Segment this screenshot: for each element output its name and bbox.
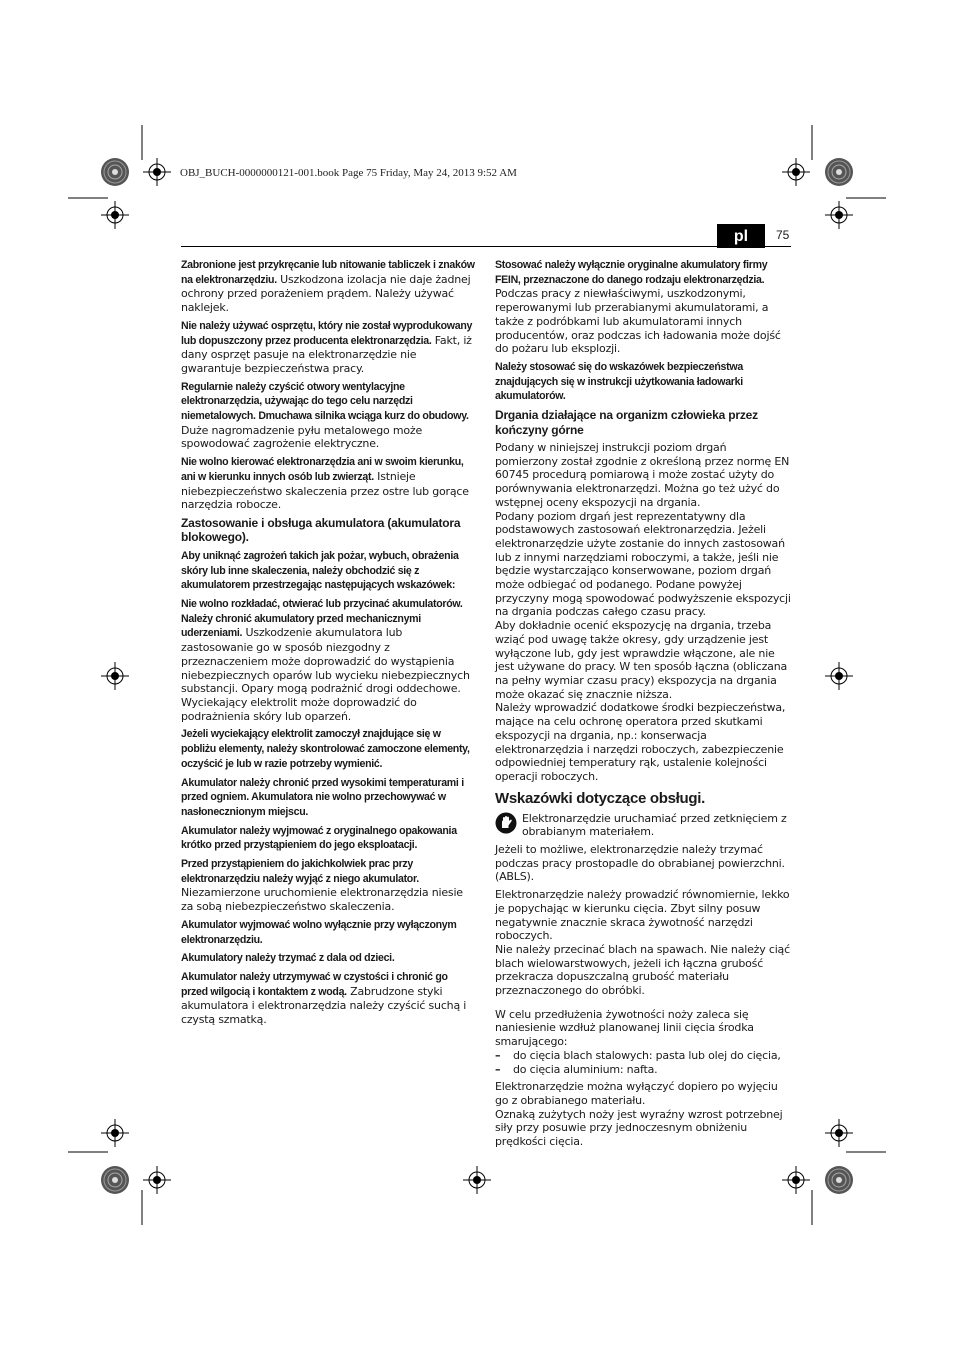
- paragraph: Oznaką zużytych noży jest wyraźny wzrost potrzebnej siły przy posuwie przy jednoczesnym obniżeniu prędkości cięcia.: [495, 1107, 783, 1149]
- body-text: Duże nagromadzenie pyłu metalowego może spowodować zagrożenie elektryczne.: [181, 423, 423, 451]
- paragraph: Podany w niniejszej instrukcji poziom drgań pomierzony został zgodnie z określoną przez normę EN 60745 procedurą pomiarową i może zostać użyty do porównywania elektronarzędzi. Można go też użyć do wstępnej oceny ekspozycji na drgania.: [495, 441, 790, 509]
- bold-text: Regularnie należy czyścić otwory wentylacyjne elektronarzędzia, używając do tego celu narzędzi niemetalowych. Dmuchawa silnika wciąga kurz do obudowy.: [181, 380, 469, 423]
- paragraph: Aby dokładnie ocenić ekspozycję na drgania, trzeba wziąć pod uwagę także okresy, gdy urządzenie jest wyłączone lub, gdy jest wprawdzie włączone, ale nie jest używane do pracy. W ten sposób łączna (obliczana na pełny wymiar czasu pracy) ekspozycja na drgania może okazać się znacznie niższa.: [495, 619, 788, 701]
- paragraph: [181, 455, 477, 512]
- paragraph: Elektronarzędzie można wyłączyć dopiero po wyjęciu go z obrabianego materiału.: [495, 1080, 778, 1107]
- list-item-text: do cięcia aluminium: nafta.: [513, 1062, 658, 1076]
- paragraph: Nie należy przecinać blach na spawach. Nie należy ciąć blach wielowarstwowych, jeżeli ich łączna grubość przekracza dopuszczalną grubość materiału przeznaczonego do obróbki.: [495, 942, 790, 998]
- registration-mark-icon: [143, 1166, 171, 1194]
- registration-mark-icon: [101, 662, 129, 690]
- registration-mark-icon: [782, 158, 810, 186]
- bold-text: Akumulator należy wyjmować z oryginalnego opakowania krótko przed przystąpieniem do jego eksploatacji.: [181, 824, 457, 852]
- registration-mark-icon: [825, 201, 853, 229]
- icon-note: [495, 812, 791, 839]
- body-text: Zabrudzone styki akumulatora i elektronarzędzia należy czyścić suchą i czystą szmatką.: [181, 984, 467, 1027]
- bold-text: Akumulator należy utrzymywać w czystości i chronić go przed wilgocią i kontaktem z wodą.: [181, 970, 448, 998]
- paragraph: [181, 951, 477, 966]
- bold-text: Nie wolno rozkładać, otwierać lub przycinać akumulatorów. Należy chronić akumulatory przed mechanicznymi uderzeniami.: [181, 598, 463, 640]
- section-heading-vibration: Drgania działające na organizm człowieka przez kończyny górne: [495, 408, 758, 437]
- paragraph: Należy wprowadzić dodatkowe środki bezpieczeństwa, mające na celu ochronę operatora przed skutkami ekspozycji na drgania, np.: konserwacja elektronarzędzia i narzędzi roboczych, zabezpieczenie odpowiedniej temperatury rąk, ustalenie kolejności operacji roboczych.: [495, 701, 786, 783]
- right-column: [495, 258, 791, 1153]
- registration-mark-icon: [825, 1119, 853, 1147]
- dash-bullet: –: [495, 1048, 501, 1062]
- paragraph: W celu przedłużenia żywotności noży zaleca się naniesienie wzdłuż planowanej linii cięcia środka smarującego:: [495, 1007, 754, 1049]
- left-column: [181, 258, 477, 1031]
- body-text: Podczas pracy z niewłaściwymi, uszkodzonymi, reperowanymi lub przerabianymi akumulatorami, a także z podróbkami lub akumulatorami innych producentów, oraz podczas ich ładowania może dojść do pożaru lub eksplozji.: [495, 287, 781, 356]
- book-slug: OBJ_BUCH-0000000121-001.book Page 75 Friday, May 24, 2013 9:52 AM: [180, 167, 517, 179]
- list-item-text: do cięcia blach stalowych: pasta lub olej do cięcia,: [513, 1048, 781, 1062]
- body-text: Fakt, iż dany osprzęt pasuje na elektronarzędzie nie gwarantuje bezpieczeństwa pracy.: [181, 333, 472, 375]
- registration-mark-icon: [825, 662, 853, 690]
- paragraph: [181, 597, 477, 723]
- paragraph: Podany poziom drgań jest reprezentatywny dla podstawowych zastosowań elektronarzędzia. Jeżeli elektronarzędzie użyte zostanie do innych zastosowań lub z innymi narzędziami roboczymi, a także, jeśli nie będzie wystarczająco konserwowane, poziom drgań może odbiegać od podanego. Podane powyżej przyczyny mogą spowodować podwyższenie ekspozycji na drgania podczas całego czasu pracy.: [495, 509, 791, 619]
- color-target-icon: [101, 158, 129, 186]
- paragraph: Elektronarzędzie należy prowadzić równomiernie, lekko je popychając w kierunku cięcia. Zbyt silny posuw negatywnie znacznie skraca żywotność narzędzi roboczych.: [495, 888, 790, 943]
- section-heading-usage: Wskazówki dotyczące obsługi.: [495, 789, 705, 807]
- paragraph: [181, 258, 477, 315]
- paragraph: [181, 380, 477, 452]
- paragraph: [181, 319, 477, 376]
- paragraph: [181, 918, 477, 947]
- paragraph: Jeżeli to możliwe, elektronarzędzie należy trzymać podczas pracy prostopadle do obrabianej powierzchni. (ABLS).: [495, 843, 785, 884]
- dash-bullet: –: [495, 1062, 501, 1076]
- paragraph: [495, 360, 791, 404]
- header-rule: [181, 246, 791, 247]
- bold-text: Należy stosować się do wskazówek bezpieczeństwa znajdujących się w instrukcji użytkowania ładowarki akumulatorów.: [495, 360, 743, 403]
- section-heading-battery: Zastosowanie i obsługa akumulatora (akumulatora blokowego).: [181, 515, 461, 545]
- bold-text: Nie należy używać osprzętu, który nie został wyprodukowany lub dopuszczony przez producenta elektronarzędzia.: [181, 319, 473, 347]
- bold-text: Jeżeli wyciekający elektrolit zamoczył znajdujące się w pobliżu elementy, należy skontrolować zamoczone elementy, oczyścić je lub w razie potrzeby wymienić.: [181, 728, 470, 770]
- paragraph: [181, 970, 477, 1027]
- body-text: Uszkodzona izolacja nie daje żadnej ochrony przed porażeniem prądem. Należy używać naklejek.: [181, 272, 471, 315]
- paragraph: [181, 549, 477, 593]
- bold-text: Nie wolno kierować elektronarzędzia ani w swoim kierunku, ani w kierunku innych osób lub zwierząt.: [181, 456, 464, 483]
- color-target-icon: [825, 1166, 853, 1194]
- lubricant-list: [495, 1049, 791, 1076]
- bold-text: Akumulatory należy trzymać z dala od dzieci.: [181, 952, 395, 965]
- bold-text: Akumulator należy chronić przed wysokimi temperaturami i przed ogniem. Akumulatora nie wolno przechowywać w nasłonecznionym miejscu.: [181, 776, 464, 818]
- bold-text: Aby uniknąć zagrożeń takich jak pożar, wybuch, obrażenia skóry lub inne skaleczenia, należy obchodzić się z akumulatorem przestrzegając następujących wskazówek:: [181, 549, 459, 592]
- registration-mark-icon: [782, 1166, 810, 1194]
- bold-text: Przed przystąpieniem do jakichkolwiek prac przy elektronarzędziu należy wyjąć z niego akumulator.: [181, 858, 419, 885]
- list-item: [495, 1063, 791, 1077]
- body-text: Uszkodzenie akumulatora lub zastosowanie go w sposób niezgodny z przeznaczeniem może doprowadzić do wystąpienia niebezpiecznych oparów lub wycieku niebezpiecznych substancji. Opary mogą podrażnić drogi oddechowe. Wyciekający elektrolit może doprowadzić do podrażnienia skóry lub oparzeń.: [181, 626, 470, 723]
- body-text: Niezamierzone uruchomienie elektronarzędzia niesie za sobą niebezpieczeństwo skaleczenia.: [181, 886, 463, 914]
- paragraph: [181, 857, 477, 914]
- page-number: 75: [776, 228, 790, 242]
- paragraph: [181, 824, 477, 853]
- registration-mark-icon: [143, 158, 171, 186]
- paragraph: [181, 776, 477, 820]
- registration-mark-icon: [463, 1166, 491, 1194]
- paragraph: [181, 727, 477, 771]
- bold-text: Zabronione jest przykręcanie lub nitowanie tabliczek i znaków na elektronarzędziu.: [181, 259, 475, 286]
- list-item: [495, 1049, 791, 1063]
- registration-mark-icon: [101, 1119, 129, 1147]
- body-text: Istnieje niebezpieczeństwo skaleczenia przez ostre lub gorące narzędzia robocze.: [181, 469, 469, 512]
- bold-text: Stosować należy wyłącznie oryginalne akumulatory firmy FEIN, przeznaczone do danego rodzaju elektronarzędzia.: [495, 259, 768, 286]
- glove-icon: [495, 812, 517, 834]
- bold-text: Akumulator wyjmować wolno wyłącznie przy wyłączonym elektronarzędziu.: [181, 918, 457, 946]
- paragraph: [495, 258, 791, 356]
- registration-mark-icon: [101, 201, 129, 229]
- color-target-icon: [825, 158, 853, 186]
- language-tab: pl: [717, 224, 765, 248]
- color-target-icon: [101, 1166, 129, 1194]
- icon-note-text: Elektronarzędzie uruchamiać przed zetknięciem z obrabianym materiałem.: [522, 811, 787, 839]
